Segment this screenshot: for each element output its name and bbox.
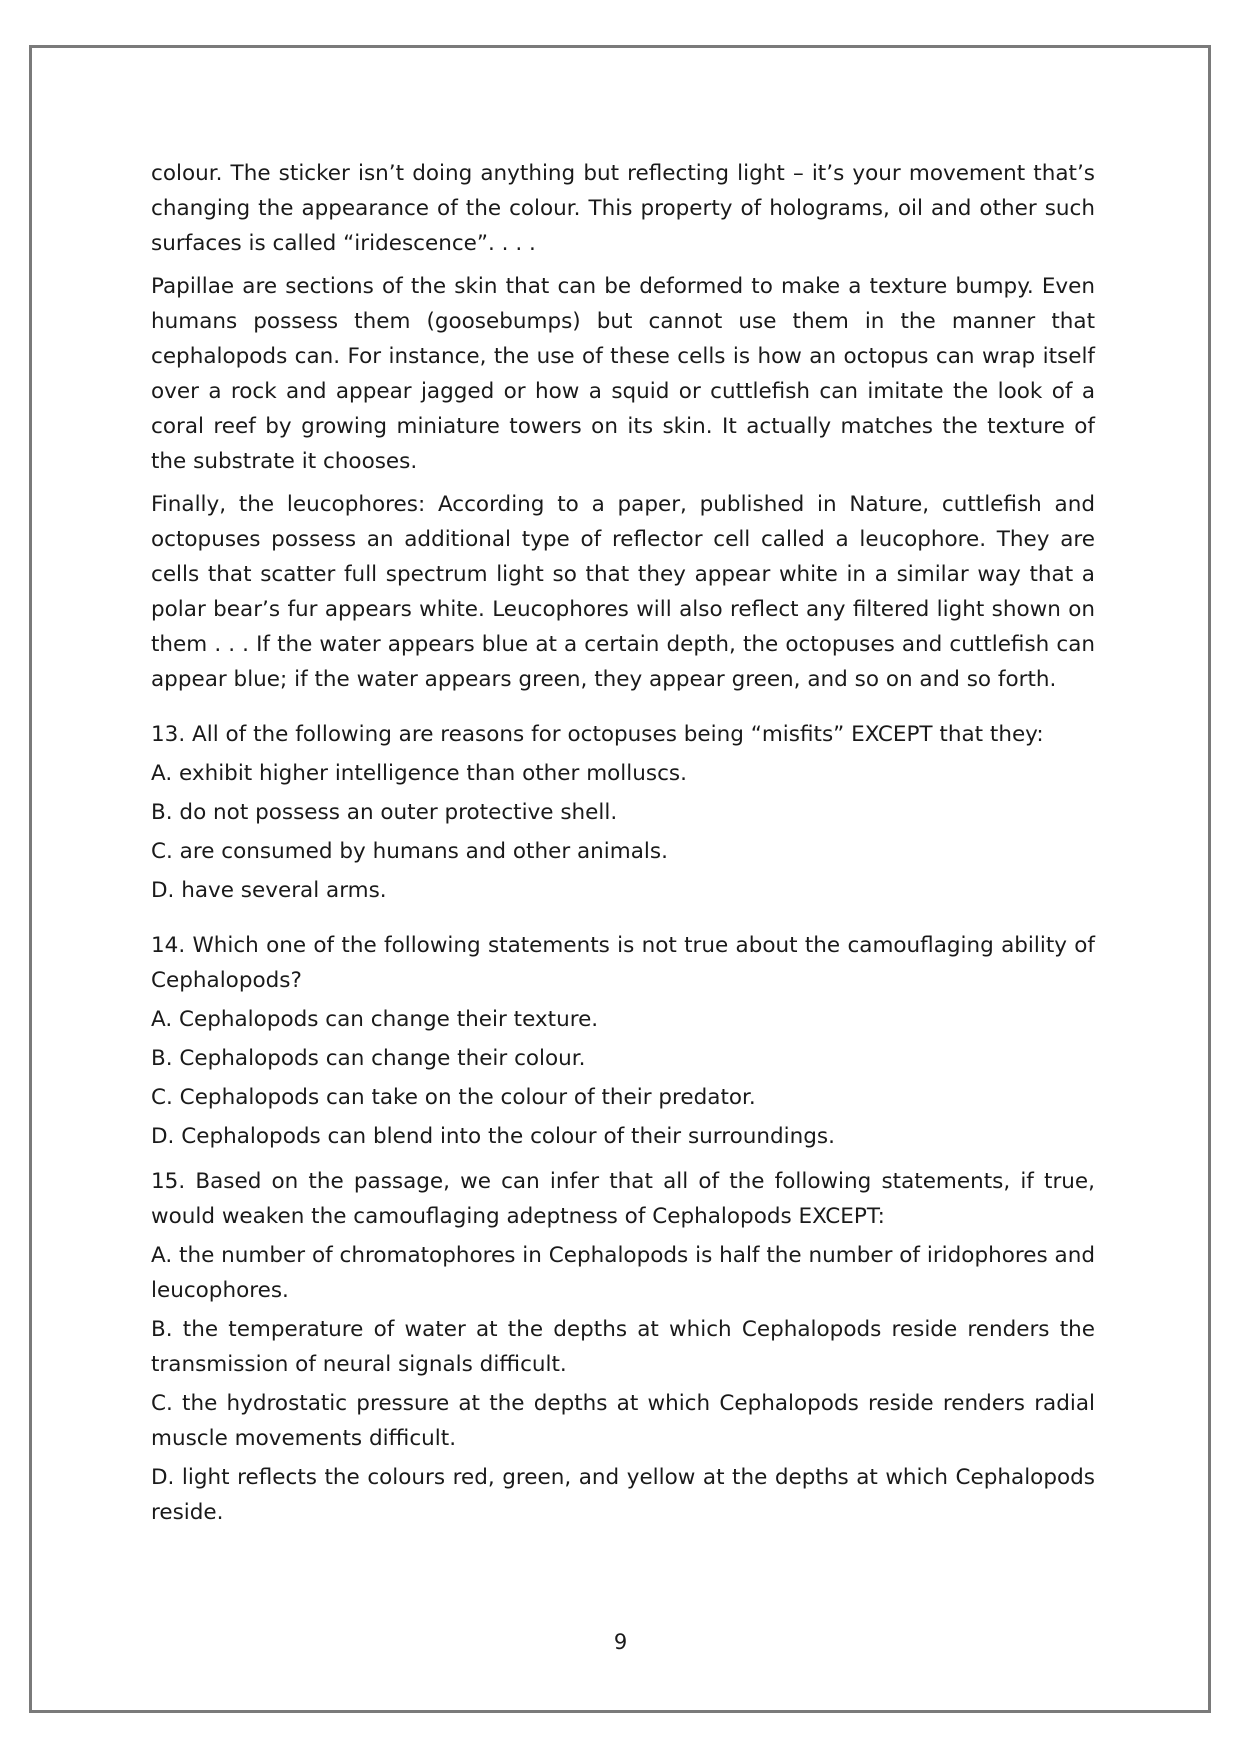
question-14 — [151, 928, 1095, 1154]
page-number: 9 — [613, 1630, 628, 1654]
answer-option-d: D. have several arms. — [151, 878, 387, 903]
question-stem: 15. Based on the passage, we can infer that all of the following statements, if true, would weaken the camouflaging adeptness of Cephalopods EXCEPT: — [151, 1169, 1095, 1229]
answer-option-d: D. light reflects the colours red, green, and yellow at the depths at which Cephalopods reside. — [151, 1465, 1095, 1525]
passage-paragraph: Papillae are sections of the skin that can be deformed to make a texture bumpy. Even humans possess them (goosebumps) but cannot use them in the manner that cephalopods can. For instance, the use of these cells is how an octopus can wrap itself over a rock and appear jagged or how a squid or cuttlefish can imitate the look of a coral reef by growing miniature towers on its skin. It actually matches the texture of the substrate it chooses. — [151, 274, 1095, 474]
answer-option-a: A. Cephalopods can change their texture. — [151, 1007, 599, 1032]
question-stem: 13. All of the following are reasons for octopuses being “misfits” EXCEPT that they: — [151, 722, 1044, 747]
answer-option-a: A. the number of chromatophores in Cephalopods is half the number of iridophores and leucophores. — [151, 1243, 1095, 1303]
answer-option-b: B. do not possess an outer protective shell. — [151, 800, 618, 825]
answer-option-a: A. exhibit higher intelligence than other molluscs. — [151, 761, 687, 786]
answer-option-d: D. Cephalopods can blend into the colour of their surroundings. — [151, 1124, 835, 1149]
passage-paragraph: colour. The sticker isn’t doing anything but reflecting light – it’s your movement that’s changing the appearance of the colour. This property of holograms, oil and other such surfaces is called “iridescence”. . . . — [151, 161, 1095, 256]
question-15 — [151, 1164, 1095, 1530]
question-13 — [151, 717, 1095, 908]
answer-option-c: C. Cephalopods can take on the colour of their predator. — [151, 1085, 756, 1110]
answer-option-b: B. Cephalopods can change their colour. — [151, 1046, 586, 1071]
question-stem: 14. Which one of the following statements is not true about the camouflaging ability of Cephalopods? — [151, 933, 1095, 993]
page-content — [151, 156, 1095, 1534]
answer-option-c: C. the hydrostatic pressure at the depths at which Cephalopods reside renders radial muscle movements difficult. — [151, 1391, 1095, 1451]
answer-option-c: C. are consumed by humans and other animals. — [151, 839, 668, 864]
answer-option-b: B. the temperature of water at the depths at which Cephalopods reside renders the transmission of neural signals difficult. — [151, 1317, 1095, 1377]
passage-paragraph: Finally, the leucophores: According to a paper, published in Nature, cuttlefish and octopuses possess an additional type of reflector cell called a leucophore. They are cells that scatter full spectrum light so that they appear white in a similar way that a polar bear’s fur appears white. Leucophores will also reflect any filtered light shown on them . . . If the water appears blue at a certain depth, the octopuses and cuttlefish can appear blue; if the water appears green, they appear green, and so on and so forth. — [151, 492, 1095, 692]
